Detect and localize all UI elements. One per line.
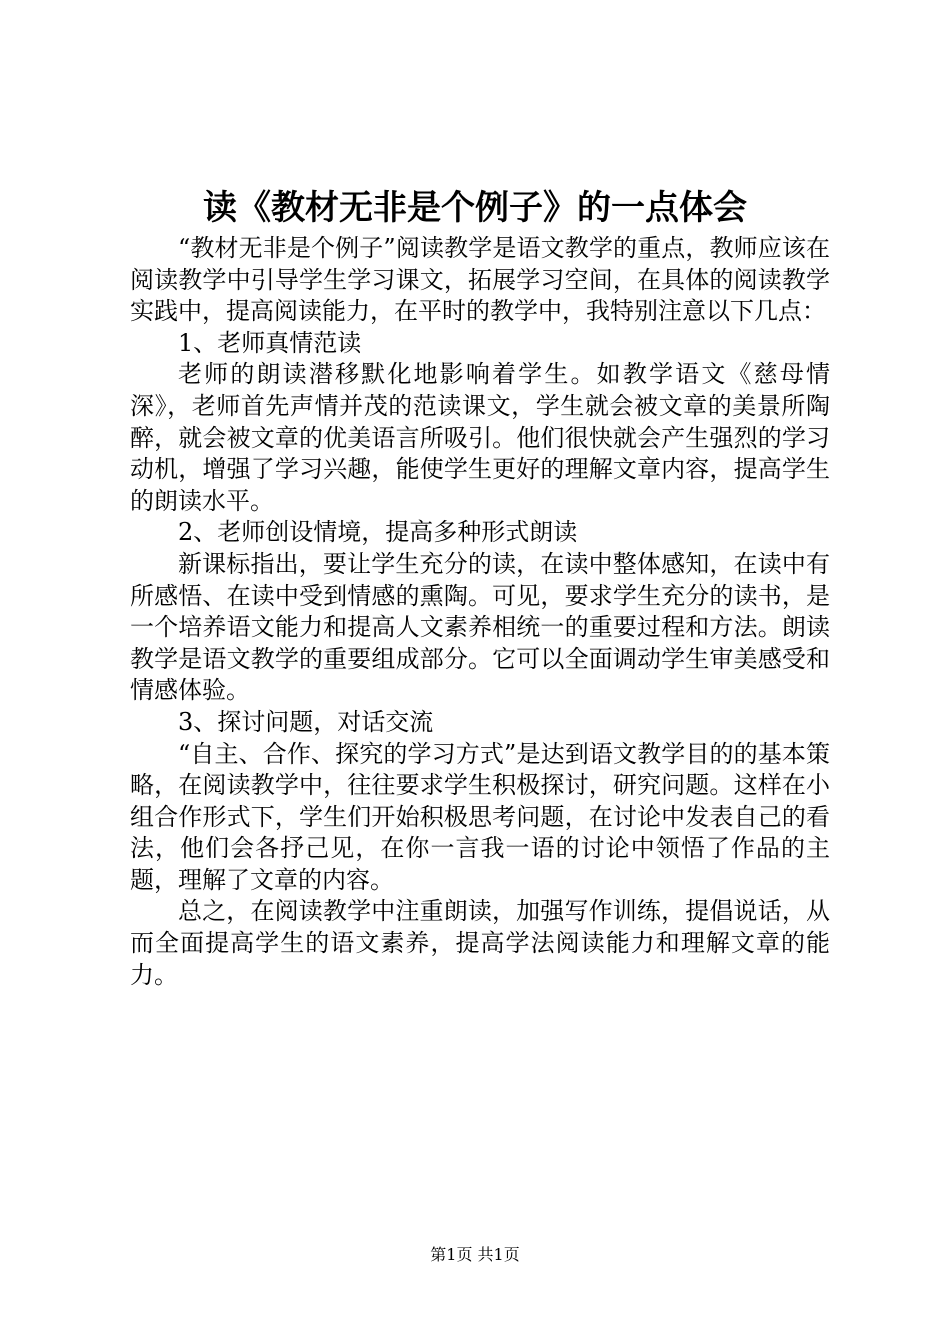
paragraph-1: 老师的朗读潜移默化地影响着学生。如教学语文《慈母情深》，老师首先声情并茂的范读课文，学生就会被文章的美景所陶醉，就会被文章的优美语言所吸引。他们很快就会产生强烈的学习动机，增强了学习兴趣，能使学生更好的理解文章内容，提高学生的朗读水平。 — [130, 360, 830, 515]
section-heading-1: 1、老师真情范读 — [178, 328, 362, 357]
section-heading-2: 2、老师创设情境，提高多种形式朗读 — [178, 518, 578, 547]
paragraph-conclusion: 总之，在阅读教学中注重朗读，加强写作训练，提倡说话，从而全面提高学生的语文素养，提高学法阅读能力和理解文章的能力。 — [130, 897, 830, 989]
paragraph-3: “自主、合作、探究的学习方式”是达到语文教学目的的基本策略，在阅读教学中，往往要求学生积极探讨，研究问题。这样在小组合作形式下，学生们开始积极思考问题，在讨论中发表自己的看法，他们会各抒己见，在你一言我一语的讨论中领悟了作品的主题，理解了文章的内容。 — [130, 739, 830, 894]
section-heading-3: 3、探讨问题，对话交流 — [178, 707, 434, 736]
page-number-footer: 第1页 共1页 — [430, 1245, 520, 1264]
paragraph-2: 新课标指出，要让学生充分的读，在读中整体感知，在读中有所感悟、在读中受到情感的熏陶。可见，要求学生充分的读书，是一个培养语文能力和提高人文素养相统一的重要过程和方法。朗读教学是语文教学的重要组成部分。它可以全面调动学生审美感受和情感体验。 — [130, 549, 830, 705]
document-body — [130, 233, 830, 991]
paragraph-intro: “教材无非是个例子”阅读教学是语文教学的重点，教师应该在阅读教学中引导学生学习课文，拓展学习空间，在具体的阅读教学实践中，提高阅读能力，在平时的教学中，我特别注意以下几点： — [130, 234, 830, 326]
document-title: 读《教材无非是个例子》的一点体会 — [203, 188, 747, 228]
